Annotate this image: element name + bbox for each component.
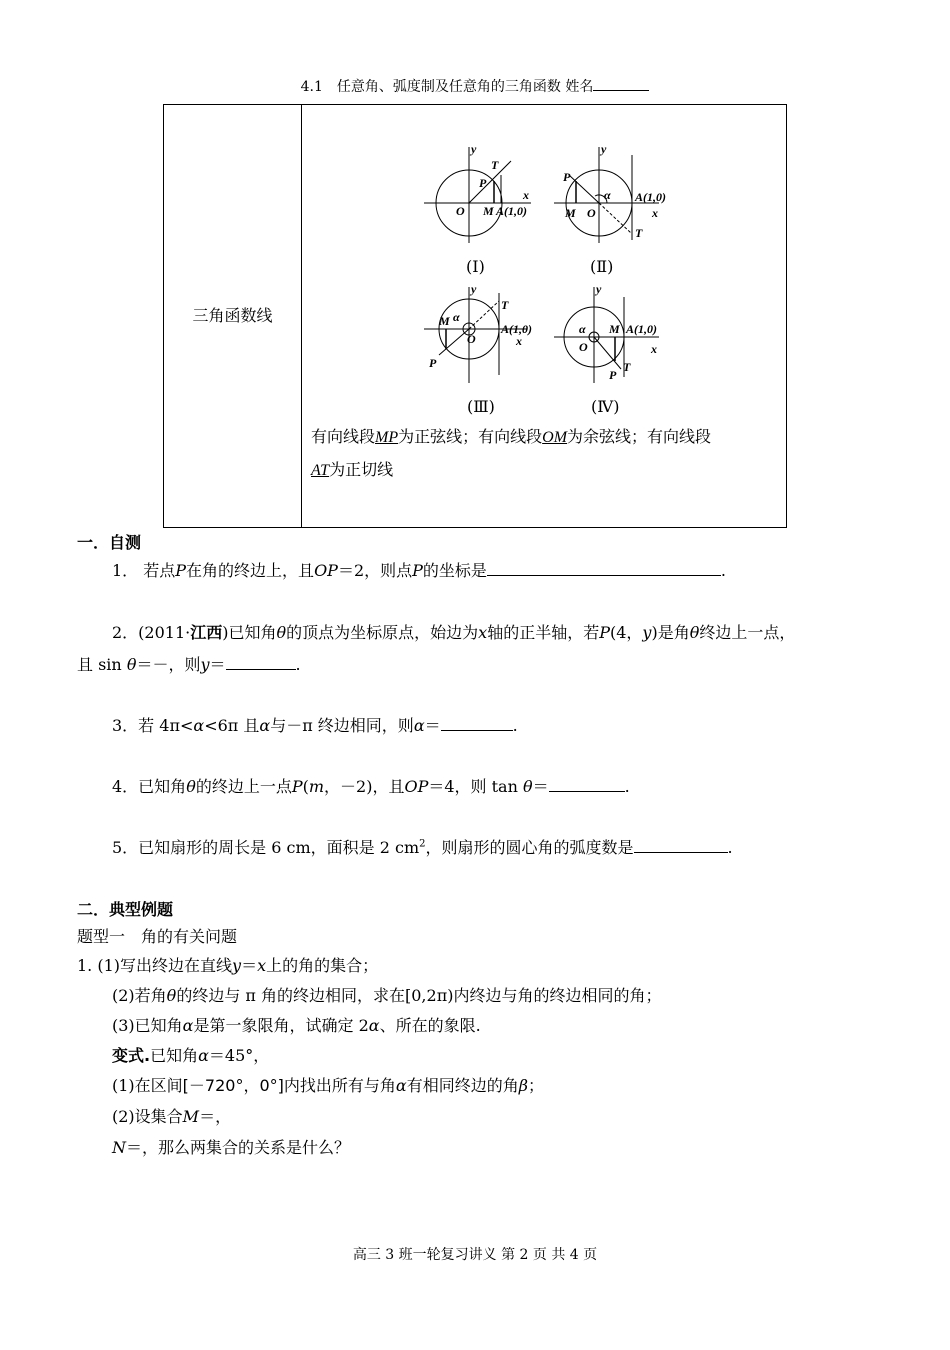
svg-text:α: α	[604, 188, 611, 202]
variant-part-2-line-2: N＝，那么两集合的关系是什么？	[112, 1138, 351, 1157]
svg-text:T: T	[501, 298, 509, 312]
svg-text:O: O	[467, 332, 476, 346]
page-header	[0, 76, 950, 96]
svg-text:T: T	[635, 226, 643, 240]
svg-text:O: O	[587, 206, 596, 220]
question-1: 1． 若点P在角的终边上，且OP＝2，则点P的坐标是 .	[112, 561, 727, 580]
svg-text:A(1,0): A(1,0)	[635, 190, 666, 204]
answer-blank-1[interactable]	[487, 575, 721, 576]
question-2: 2．(2011·江西)已知角θ的顶点为坐标原点，始边为x轴的正半轴，若P(4，y)是角θ终边上一点，	[112, 623, 796, 642]
figure-2	[549, 145, 679, 245]
svg-text:x: x	[523, 188, 529, 202]
question-2-line-2: 且 sin θ＝－，则y＝ .	[77, 655, 301, 674]
svg-text:α: α	[453, 310, 460, 324]
question-3: 3．若 4π<α<6π 且α与－π 终边相同，则α＝ .	[112, 716, 518, 735]
tangent-line-label: AT	[311, 462, 330, 479]
svg-text:M: M	[483, 204, 494, 218]
trig-lines-description: 有向线段MP为正弦线；有向线段OM为余弦线；有向线段 AT为正切线	[311, 427, 712, 479]
svg-text:y: y	[601, 145, 607, 156]
caption-1: (Ⅰ)	[466, 257, 485, 276]
svg-text:y: y	[471, 145, 477, 156]
caption-4: (Ⅳ)	[591, 397, 620, 416]
table-divider	[301, 105, 302, 527]
svg-text:M: M	[609, 322, 620, 336]
answer-blank-3[interactable]	[441, 730, 513, 731]
example-1-part-1: 1. (1)写出终边在直线y＝x上的角的集合；	[77, 956, 379, 975]
svg-text:M: M	[439, 314, 450, 328]
variant-part-1: (1)在区间[－720°，0°]内找出所有与角α有相同终边的角β；	[112, 1076, 544, 1095]
svg-text:x: x	[652, 206, 658, 220]
example-1-part-2: (2)若角θ的终边与 π 角的终边相同，求在[0,2π)内终边与角的终边相同的角；	[112, 986, 662, 1005]
svg-text:x: x	[516, 334, 522, 348]
svg-text:O: O	[456, 204, 465, 218]
variant-intro: 变式.已知角α＝45°，	[112, 1046, 270, 1065]
page-footer: 高三 3 班一轮复习讲义 第 2 页 共 4 页	[352, 1247, 598, 1263]
figure-4	[549, 285, 679, 385]
answer-blank-5[interactable]	[634, 852, 728, 853]
svg-text:P: P	[609, 368, 617, 382]
cosine-line-label: OM	[542, 429, 568, 446]
svg-text:P: P	[479, 176, 487, 190]
trig-lines-table	[163, 104, 787, 528]
example-1-part-3: (3)已知角α是第一象限角，试确定 2α、所在的象限.	[112, 1016, 481, 1035]
header-title: 4.1 任意角、弧度制及任意角的三角函数 姓名	[300, 79, 594, 95]
figure-3	[419, 285, 539, 385]
section-2-title: 二．典型例题	[77, 900, 174, 919]
svg-text:T: T	[623, 360, 631, 374]
svg-text:A(1,0): A(1,0)	[501, 322, 532, 336]
sine-line-label: MP	[375, 429, 399, 446]
name-blank[interactable]	[593, 90, 649, 91]
svg-text:y: y	[471, 285, 477, 296]
svg-text:M: M	[565, 206, 576, 220]
topic-type-1: 题型一 角的有关问题	[77, 927, 238, 946]
svg-text:x: x	[651, 342, 657, 356]
svg-text:P: P	[429, 356, 437, 370]
caption-2: (Ⅱ)	[590, 257, 614, 276]
figure-1	[419, 145, 539, 245]
caption-3: (Ⅲ)	[467, 397, 495, 416]
answer-blank-2[interactable]	[226, 669, 296, 670]
variant-part-2: (2)设集合M＝，	[112, 1107, 232, 1126]
question-4: 4．已知角θ的终边上一点P(m，－2)，且OP＝4，则 tan θ＝ .	[112, 777, 630, 796]
svg-text:O: O	[579, 340, 588, 354]
svg-text:α: α	[579, 322, 586, 336]
svg-text:A(1,0): A(1,0)	[496, 204, 527, 218]
question-5: 5．已知扇形的周长是 6 cm，面积是 2 $cm^2$，则扇形的圆心角的弧度数是 .	[112, 838, 733, 857]
table-row-label: 三角函数线	[192, 306, 273, 325]
svg-text:y: y	[596, 285, 602, 296]
answer-blank-4[interactable]	[549, 791, 625, 792]
svg-text:A(1,0): A(1,0)	[626, 322, 657, 336]
svg-text:T: T	[491, 158, 499, 172]
section-1-title: 一．自测	[77, 533, 142, 552]
svg-text:P: P	[563, 170, 571, 184]
